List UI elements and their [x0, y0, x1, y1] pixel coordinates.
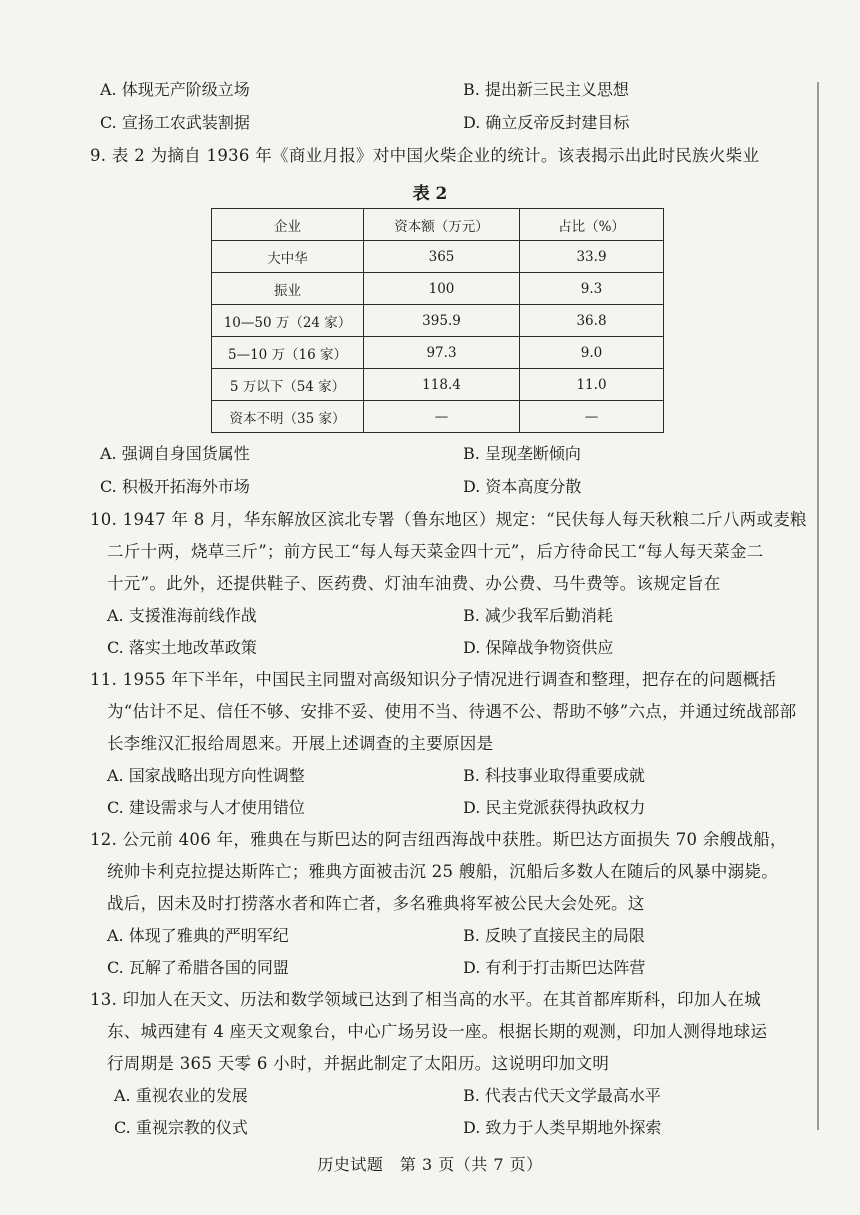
- table-title: 表 2: [412, 184, 448, 204]
- q13-option-c: C. 重视宗教的仪式: [114, 1118, 248, 1137]
- table-cell: 9.0: [520, 337, 664, 369]
- table-cell: 395.9: [364, 305, 520, 337]
- page-footer: 历史试题 第 3 页（共 7 页）: [317, 1155, 543, 1174]
- header-cell: 占比（%）: [520, 209, 664, 241]
- q9-option-a: A. 强调自身国货属性: [100, 444, 250, 463]
- q12-option-c: C. 瓦解了希腊各国的同盟: [107, 958, 289, 977]
- q9-option-c: C. 积极开拓海外市场: [100, 477, 250, 496]
- q8-option-c: C. 宣扬工农武装割据: [100, 113, 250, 132]
- table-cell: 5—10 万（16 家）: [212, 337, 364, 369]
- header-cell: 资本额（万元）: [364, 209, 520, 241]
- table-row: [212, 369, 664, 401]
- q9-stem: 9. 表 2 为摘自 1936 年《商业月报》对中国火柴企业的统计。该表揭示出此时民族火柴业: [90, 146, 760, 165]
- table-cell: 365: [364, 241, 520, 273]
- q11-stem-line: 11. 1955 年下半年，中国民主同盟对高级知识分子情况进行调查和整理，把存在的问题概括: [90, 670, 777, 689]
- q13-stem-line: 行周期是 365 天零 6 小时，并据此制定了太阳历。这说明印加文明: [107, 1054, 610, 1073]
- q13-option-b: B. 代表古代天文学最高水平: [463, 1086, 661, 1105]
- table-cell: —: [520, 401, 664, 433]
- q11-option-c: C. 建设需求与人才使用错位: [107, 798, 305, 817]
- q11-stem-line: 长李维汉汇报给周恩来。开展上述调查的主要原因是: [107, 734, 494, 753]
- table-row: [212, 241, 664, 273]
- q10-option-b: B. 减少我军后勤消耗: [463, 606, 613, 625]
- table-cell: —: [364, 401, 520, 433]
- table-cell: 资本不明（35 家）: [212, 401, 364, 433]
- table-header-row: [212, 209, 664, 241]
- q9-option-b: B. 呈现垄断倾向: [463, 444, 581, 463]
- table-cell: 36.8: [520, 305, 664, 337]
- q10-stem-line: 十元”。此外，还提供鞋子、医药费、灯油车油费、办公费、马牛费等。该规定旨在: [107, 574, 721, 593]
- q11-option-d: D. 民主党派获得执政权力: [463, 798, 646, 817]
- q10-option-d: D. 保障战争物资供应: [463, 638, 614, 657]
- table-row: [212, 273, 664, 305]
- q12-option-a: A. 体现了雅典的严明军纪: [107, 926, 289, 945]
- header-cell: 企业: [212, 209, 364, 241]
- q12-stem-line: 12. 公元前 406 年，雅典在与斯巴达的阿吉纽西海战中获胜。斯巴达方面损失 70 余艘战船，: [90, 830, 787, 849]
- q12-option-d: D. 有利于打击斯巴达阵营: [463, 958, 646, 977]
- q10-option-c: C. 落实土地改革政策: [107, 638, 257, 657]
- q12-stem-line: 统帅卡利克拉提达斯阵亡；雅典方面被击沉 25 艘船，沉船后多数人在随后的风暴中溺毙。: [107, 862, 779, 881]
- q8-option-b: B. 提出新三民主义思想: [463, 80, 629, 99]
- q10-stem-line: 二斤十两，烧草三斤”；前方民工“每人每天菜金四十元”，后方待命民工“每人每天菜金二: [107, 542, 764, 561]
- q13-option-a: A. 重视农业的发展: [114, 1086, 248, 1105]
- q11-stem-line: 为“估计不足、信任不够、安排不妥、使用不当、待遇不公、帮助不够”六点，并通过统战部部: [107, 702, 797, 721]
- q13-stem-line: 东、城西建有 4 座天文观象台，中心广场另设一座。根据长期的观测，印加人测得地球运: [107, 1022, 768, 1041]
- statistics-table: [211, 208, 664, 433]
- q10-option-a: A. 支援淮海前线作战: [107, 606, 257, 625]
- q11-option-b: B. 科技事业取得重要成就: [463, 766, 645, 785]
- q9-option-d: D. 资本高度分散: [463, 477, 582, 496]
- q11-option-a: A. 国家战略出现方向性调整: [107, 766, 305, 785]
- q10-stem-line: 10. 1947 年 8 月，华东解放区滨北专署（鲁东地区）规定：“民伕每人每天秋粮二斤八两或麦粮: [90, 510, 807, 529]
- q12-option-b: B. 反映了直接民主的局限: [463, 926, 645, 945]
- page-edge-line: [817, 82, 819, 1130]
- table-cell: 11.0: [520, 369, 664, 401]
- q8-option-a: A. 体现无产阶级立场: [100, 80, 250, 99]
- table-row: [212, 337, 664, 369]
- table-cell: 33.9: [520, 241, 664, 273]
- q12-stem-line: 战后，因未及时打捞落水者和阵亡者，多名雅典将军被公民大会处死。这: [107, 894, 645, 913]
- q13-option-d: D. 致力于人类早期地外探索: [463, 1118, 662, 1137]
- table-row: [212, 305, 664, 337]
- table-row: [212, 401, 664, 433]
- q8-option-d: D. 确立反帝反封建目标: [463, 113, 630, 132]
- table-cell: 97.3: [364, 337, 520, 369]
- table-cell: 10—50 万（24 家）: [212, 305, 364, 337]
- table-cell: 5 万以下（54 家）: [212, 369, 364, 401]
- table-cell: 118.4: [364, 369, 520, 401]
- q13-stem-line: 13. 印加人在天文、历法和数学领域已达到了相当高的水平。在其首都库斯科，印加人在城: [90, 990, 762, 1009]
- table-cell: 大中华: [212, 241, 364, 273]
- table-cell: 100: [364, 273, 520, 305]
- table-cell: 振业: [212, 273, 364, 305]
- table-cell: 9.3: [520, 273, 664, 305]
